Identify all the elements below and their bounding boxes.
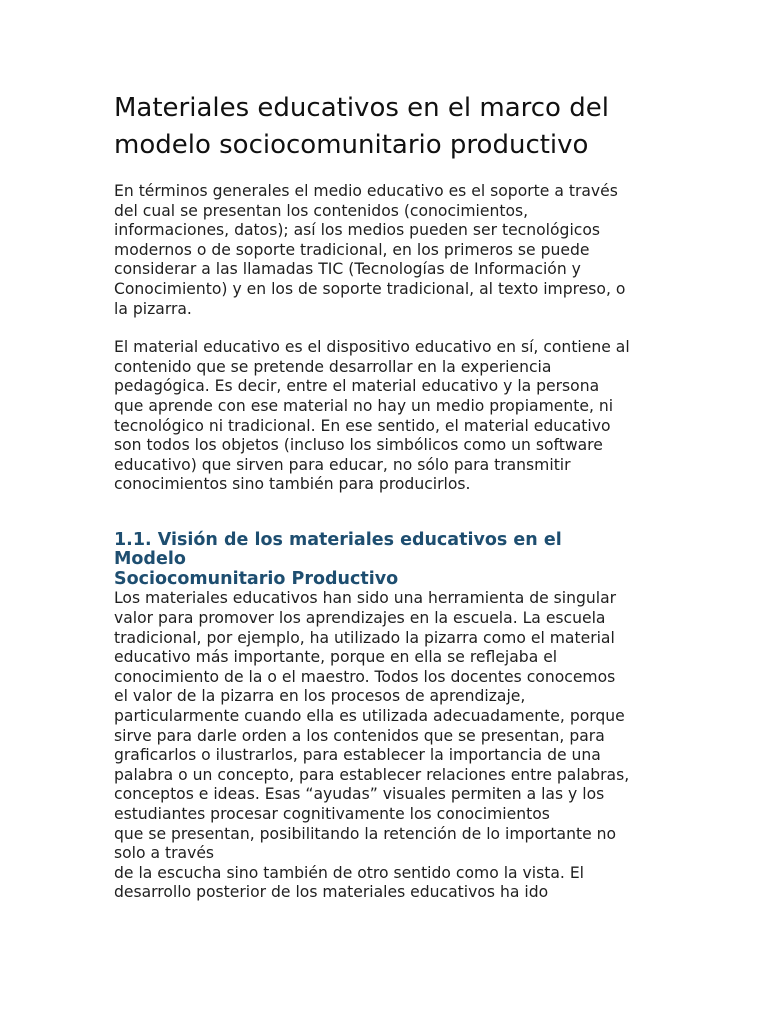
heading-line: Modelo [114, 549, 186, 570]
title-line: Materiales educativos en el marco del [114, 93, 609, 123]
text-line: contenido que se pretende desarrollar en la experiencia [114, 357, 552, 376]
text-line: considerar a las llamadas TIC (Tecnologías de Información y [114, 260, 581, 279]
text-line: graficarlos o ilustrarlos, para establecer la importancia de una [114, 746, 601, 765]
title-line: modelo sociocomunitario productivo [114, 130, 589, 160]
paragraph-material-definition [114, 338, 659, 495]
text-line: educativo) que sirven para educar, no sólo para transmitir [114, 455, 571, 474]
text-line: particularmente cuando ella es utilizada adecuadamente, porque [114, 706, 625, 725]
text-line: Los materiales educativos han sido una herramienta de singular [114, 589, 617, 608]
text-line: tradicional, por ejemplo, ha utilizado la pizarra como el material [114, 628, 615, 647]
text-line: el valor de la pizarra en los procesos de aprendizaje, [114, 687, 526, 706]
text-line: que aprende con ese material no hay un medio propiamente, ni [114, 396, 614, 415]
text-line: conceptos e ideas. Esas “ayudas” visuales permiten a las y los [114, 785, 605, 804]
text-line: que se presentan, posibilitando la retención de lo importante no [114, 824, 617, 843]
heading-line: Sociocomunitario Productivo [114, 568, 399, 589]
text-line: conocimiento de la o el maestro. Todos los docentes conocemos [114, 667, 616, 686]
text-line: desarrollo posterior de los materiales educativos ha ido [114, 883, 549, 902]
document-page [114, 90, 659, 903]
text-line: estudiantes procesar cognitivamente los conocimientos [114, 804, 550, 823]
text-line: la pizarra. [114, 299, 192, 318]
text-line: En términos generales el medio educativo es el soporte a través [114, 182, 618, 200]
text-line: solo a través [114, 844, 215, 863]
text-line: son todos los objetos (incluso los simbólicos como un software [114, 436, 603, 455]
text-line: conocimientos sino también para producirlos. [114, 475, 471, 494]
text-line: del cual se presentan los contenidos (conocimientos, [114, 201, 529, 220]
text-line: valor para promover los aprendizajes en la escuela. La escuela [114, 609, 606, 627]
paragraph-vision [114, 589, 659, 903]
text-line: El material educativo es el dispositivo educativo en sí, contiene al [114, 338, 630, 357]
text-line: modernos o de soporte tradicional, en los primeros se puede [114, 240, 590, 259]
text-line: de la escucha sino también de otro sentido como la vista. El [114, 863, 585, 882]
heading-line: 1.1. Visión de los materiales educativos en el [114, 529, 562, 550]
document-title [114, 90, 659, 164]
text-line: palabra o un concepto, para establecer relaciones entre palabras, [114, 765, 630, 784]
text-line: informaciones, datos); así los medios pueden ser tecnológicos [114, 221, 601, 240]
text-line: sirve para darle orden a los contenidos que se presentan, para [114, 726, 605, 745]
text-line: educativo más importante, porque en ella se reflejaba el [114, 648, 558, 667]
text-line: tecnológico ni tradicional. En ese sentido, el material educativo [114, 416, 611, 435]
section-heading [114, 531, 659, 590]
text-line: pedagógica. Es decir, entre el material educativo y la persona [114, 377, 600, 396]
text-line: Conocimiento) y en los de soporte tradicional, al texto impreso, o [114, 279, 626, 298]
paragraph-intro [114, 182, 659, 319]
